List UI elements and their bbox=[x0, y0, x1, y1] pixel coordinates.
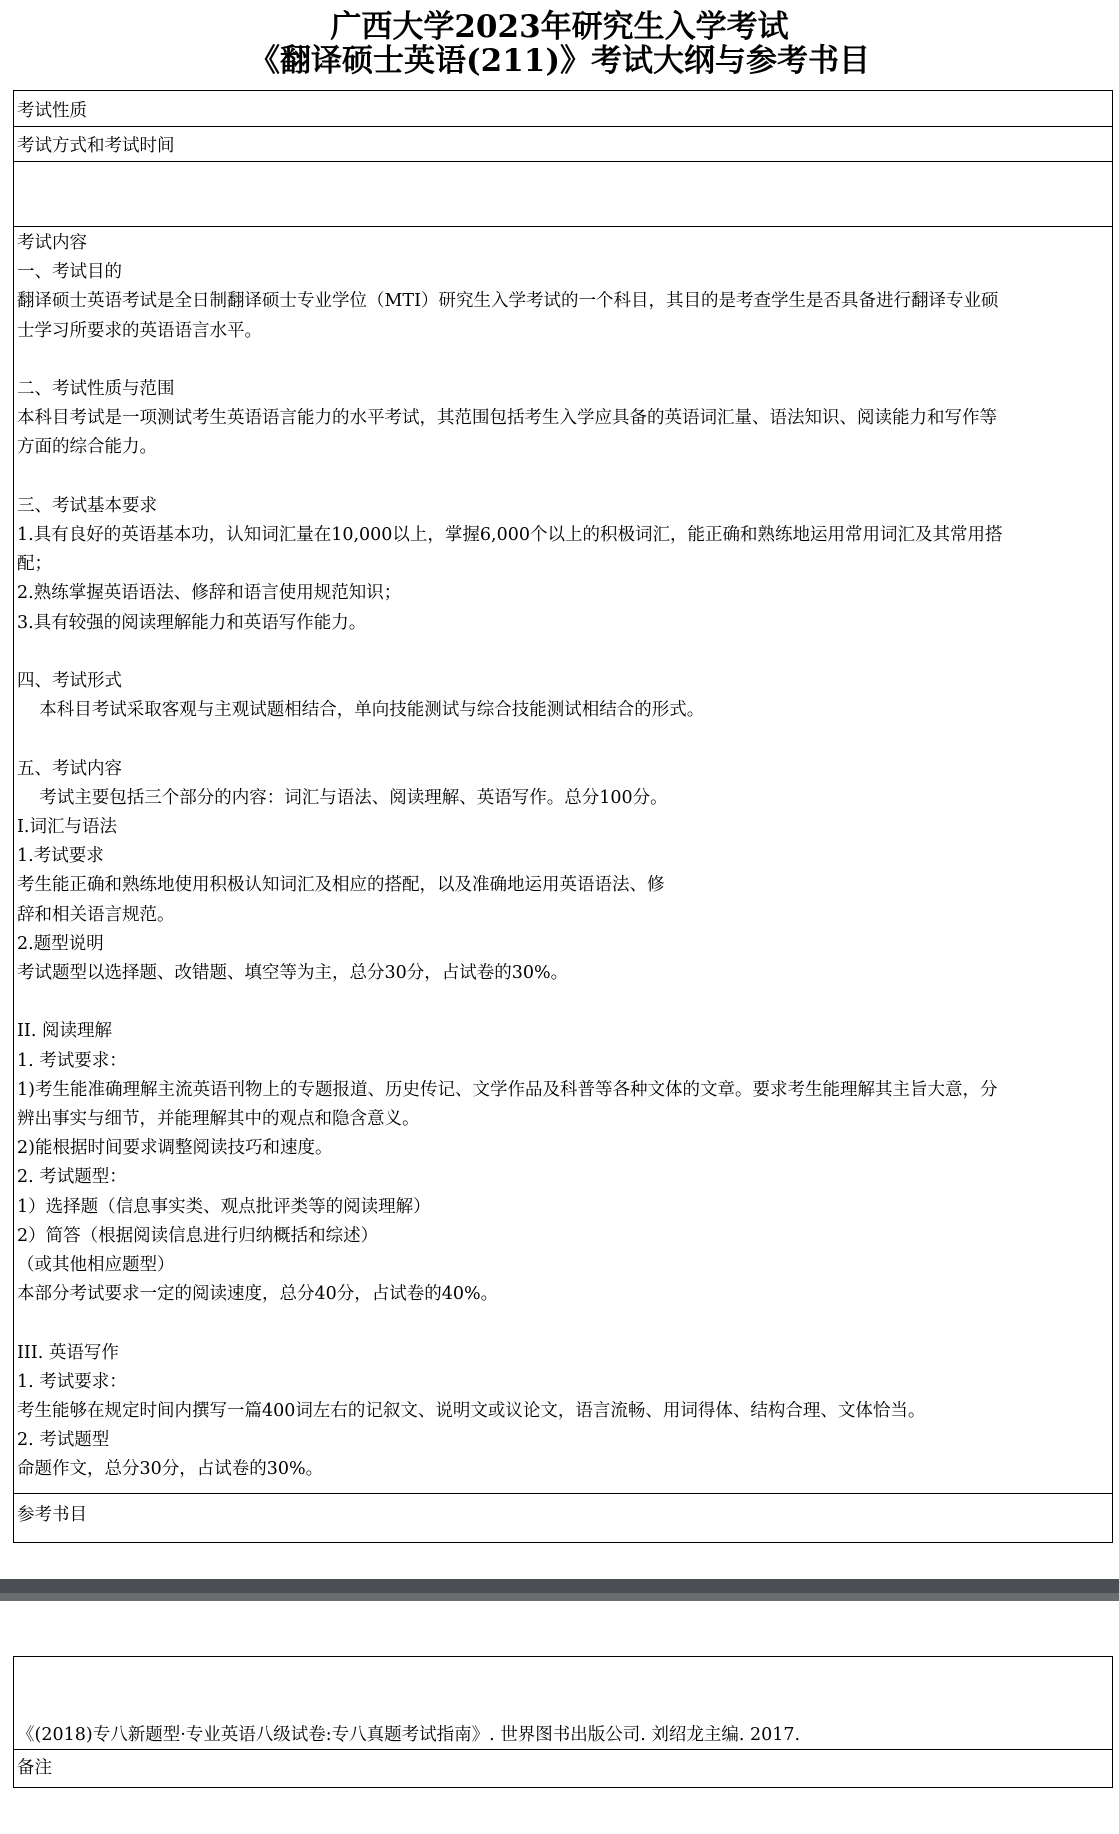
row-exam-method bbox=[14, 127, 1112, 162]
document-title-line1: 广西大学2023年研究生入学考试 bbox=[330, 9, 789, 45]
exam-content-line: 1)考生能准确理解主流英语刊物上的专题报道、历史传记、文学作品及科普等各种文体的文章。要求考生能理解其主旨大意，分 bbox=[17, 1079, 998, 1100]
exam-content-line: 2. 考试题型： bbox=[17, 1167, 127, 1188]
references-table bbox=[13, 1656, 1113, 1788]
references-label: 参考书目 bbox=[17, 1505, 87, 1525]
exam-content-line: 士学习所要求的英语语言水平。 bbox=[17, 320, 262, 341]
exam-content-line: 考生能正确和熟练地使用积极认知词汇及相应的搭配，以及准确地运用英语语法、修 bbox=[17, 875, 665, 896]
exam-content-line: 一、考试目的 bbox=[17, 262, 122, 283]
row-paper-structure bbox=[14, 162, 1112, 227]
exam-content-line: 辨出事实与细节，并能理解其中的观点和隐含意义。 bbox=[17, 1109, 420, 1130]
reference-book-1: 《(2018)专八新题型·专业英语八级试卷:专八真题考试指南》. 世界图书出版公司. 刘绍龙主编. 2017. bbox=[17, 1725, 801, 1746]
exam-content-line: 1.考试要求 bbox=[17, 846, 104, 867]
row-exam-nature bbox=[14, 91, 1112, 127]
exam-content-line: 1. 考试要求： bbox=[17, 1050, 127, 1071]
exam-content-line: III. 英语写作 bbox=[17, 1342, 119, 1363]
exam-content-line: 二、考试性质与范围 bbox=[17, 379, 175, 399]
page-separator bbox=[0, 1579, 1119, 1601]
reference-books-cell bbox=[14, 1657, 1112, 1750]
row-references bbox=[14, 1494, 1112, 1542]
exam-content-line: 3.具有较强的阅读理解能力和英语写作能力。 bbox=[17, 612, 367, 633]
exam-content-line: 考试内容 bbox=[17, 233, 87, 253]
exam-nature-label: 考试性质 bbox=[17, 101, 87, 121]
exam-content-line bbox=[17, 1309, 1109, 1338]
row-reference-books bbox=[14, 1657, 1112, 1750]
exam-content-line: 三、考试基本要求 bbox=[17, 495, 157, 516]
exam-content-line: 五、考试内容 bbox=[17, 758, 122, 779]
exam-content-line bbox=[17, 988, 1109, 1017]
exam-content-line: 考试题型以选择题、改错题、填空等为主，总分30分，占试卷的30%。 bbox=[17, 963, 569, 984]
exam-content-line bbox=[17, 638, 1109, 667]
paper-structure-cell bbox=[14, 162, 1112, 227]
exam-method-label: 考试方式和考试时间 bbox=[17, 136, 175, 156]
exam-content-line: 本科目考试采取客观与主观试题相结合，单向技能测试与综合技能测试相结合的形式。 bbox=[17, 700, 705, 721]
exam-content-line: 考生能够在规定时间内撰写一篇400词左右的记叙文、说明文或议论文，语言流畅、用词得体、结构合理、文体恰当。 bbox=[17, 1401, 926, 1422]
remarks-label: 备注 bbox=[17, 1758, 52, 1778]
exam-content-line bbox=[17, 725, 1109, 754]
exam-content-line bbox=[17, 346, 1109, 375]
syllabus-table bbox=[13, 90, 1113, 1543]
exam-content-line: （或其他相应题型） bbox=[17, 1255, 175, 1276]
exam-content-line: 本部分考试要求一定的阅读速度，总分40分，占试卷的40%。 bbox=[17, 1284, 499, 1305]
exam-content-line: 考试主要包括三个部分的内容：词汇与语法、阅读理解、英语写作。总分100分。 bbox=[17, 787, 668, 808]
row-exam-content bbox=[14, 227, 1112, 1494]
exam-content-line: 1.具有良好的英语基本功，认知词汇量在10,000以上，掌握6,000个以上的积极词汇，能正确和熟练地运用常用词汇及其常用搭 bbox=[17, 525, 1003, 545]
document-title-line2: 《翻译硕士英语(211)》考试大纲与参考书目 bbox=[248, 43, 871, 79]
exam-content-line: 方面的综合能力。 bbox=[17, 437, 157, 458]
exam-content-line: 配； bbox=[17, 554, 52, 575]
exam-content-line: 1. 考试要求： bbox=[17, 1371, 127, 1392]
exam-content-line: 2)能根据时间要求调整阅读技巧和速度。 bbox=[17, 1138, 333, 1159]
exam-content-line: 四、考试形式 bbox=[17, 671, 122, 691]
exam-content-line: 本科目考试是一项测试考生英语语言能力的水平考试，其范围包括考生入学应具备的英语词汇量、语法知识、阅读能力和写作等 bbox=[17, 408, 997, 429]
exam-content-line: 翻译硕士英语考试是全日制翻译硕士专业学位（MTI）研究生入学考试的一个科目，其目的是考查学生是否具备进行翻译专业硕 bbox=[17, 291, 999, 312]
exam-content-line: 1）选择题（信息事实类、观点批评类等的阅读理解） bbox=[17, 1196, 431, 1217]
exam-content-line: 2.题型说明 bbox=[17, 933, 104, 954]
exam-content-line: 2）简答（根据阅读信息进行归纳概括和综述） bbox=[17, 1225, 379, 1246]
exam-content-line: I.词汇与语法 bbox=[17, 817, 117, 837]
exam-content-line: 命题作文，总分30分，占试卷的30%。 bbox=[17, 1459, 324, 1480]
exam-content-line: 辞和相关语言规范。 bbox=[17, 904, 175, 925]
exam-content-line: II. 阅读理解 bbox=[17, 1021, 112, 1042]
exam-content-line: 2. 考试题型 bbox=[17, 1430, 110, 1451]
exam-content-line bbox=[17, 463, 1109, 492]
row-remarks bbox=[14, 1750, 1112, 1787]
exam-content-cell bbox=[14, 227, 1112, 1485]
exam-content-line: 2.熟练掌握英语语法、修辞和语言使用规范知识； bbox=[17, 583, 402, 604]
